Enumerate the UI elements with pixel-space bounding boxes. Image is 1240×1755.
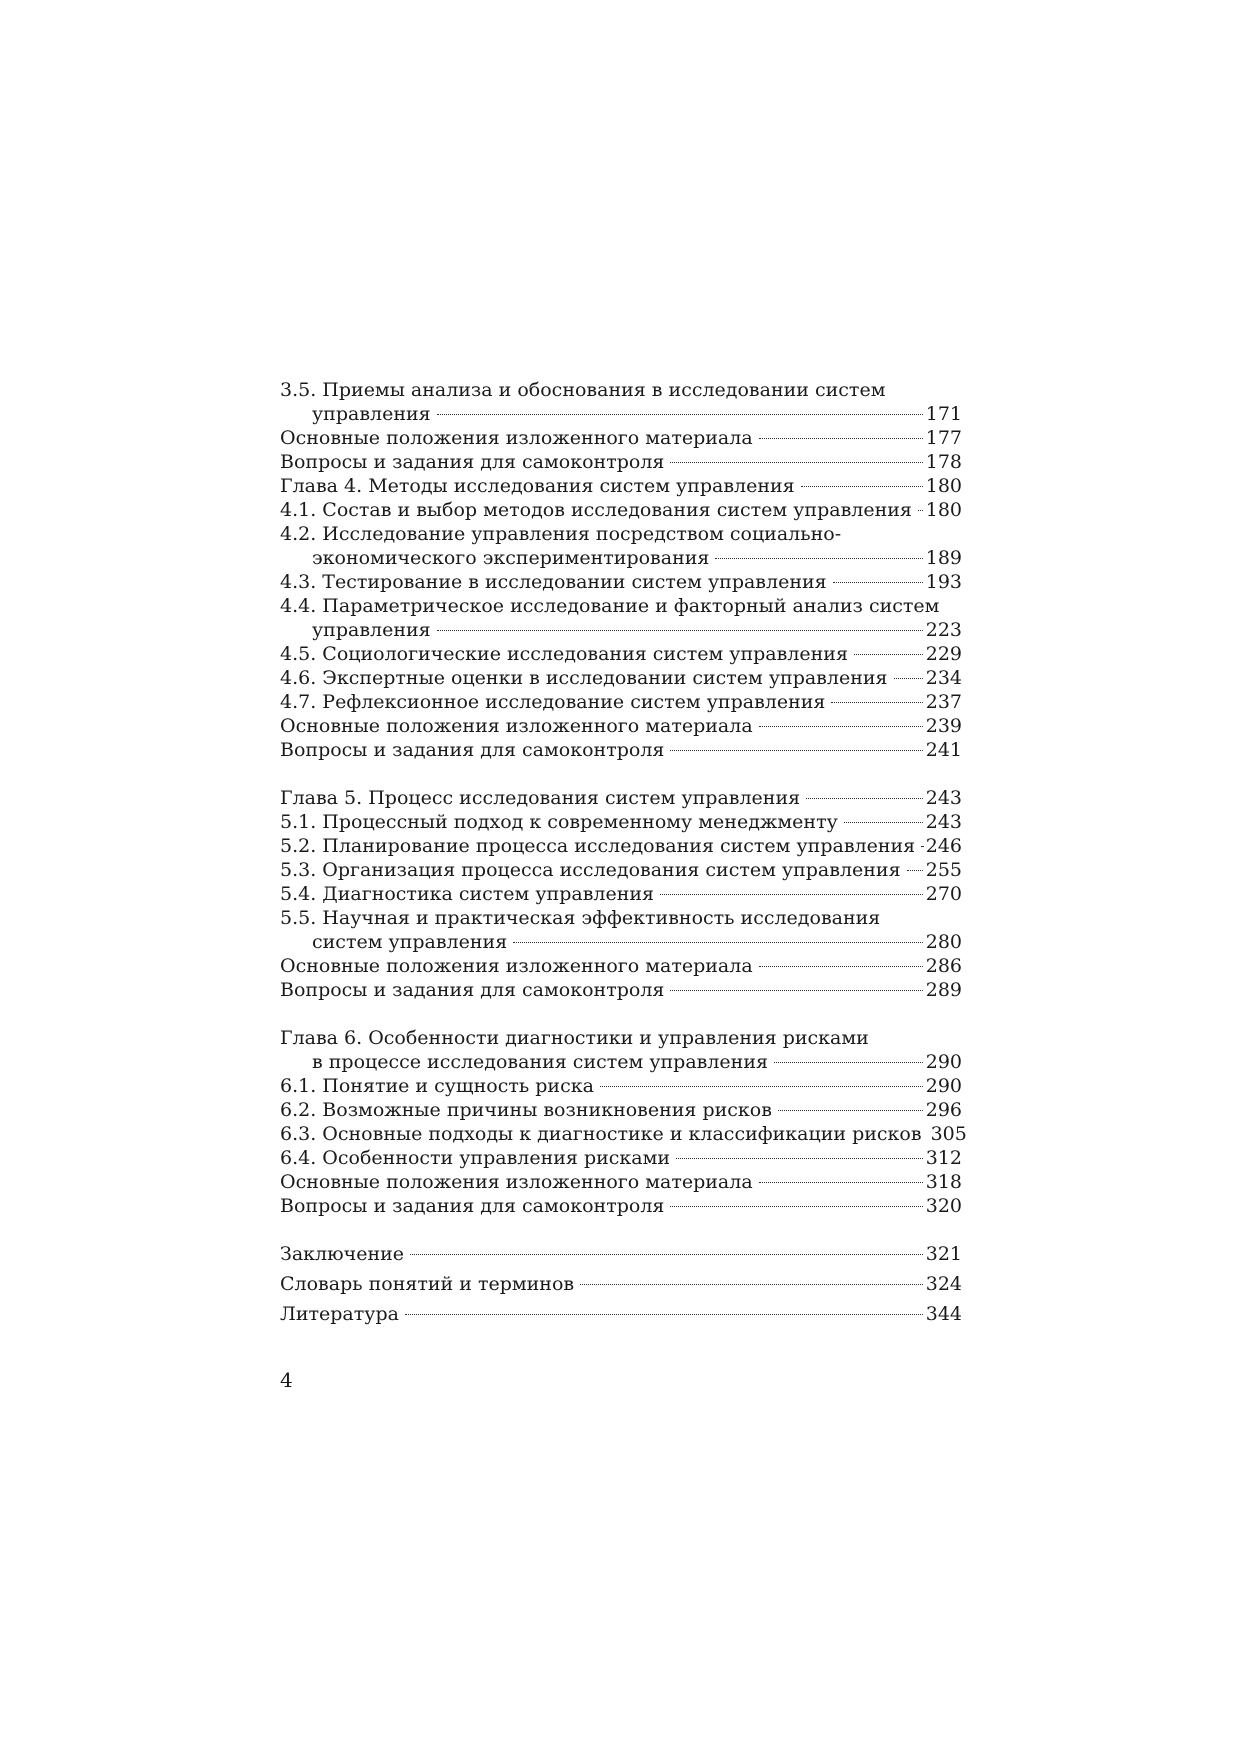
toc-entry[interactable]: [280, 690, 962, 714]
toc-entry[interactable]: [280, 882, 962, 906]
dot-leader: [894, 678, 923, 679]
toc-entry-title: Литература: [280, 1303, 399, 1325]
dot-leader: [715, 558, 922, 559]
toc-entry-title: Основные положения изложенного материала: [280, 1171, 753, 1193]
toc-entry[interactable]: [280, 450, 962, 474]
dot-leader: [778, 1110, 923, 1111]
dot-leader: [833, 582, 923, 583]
toc-entry-title: 5.3. Организация процесса исследования систем управления: [280, 859, 901, 881]
toc-entry[interactable]: [280, 786, 962, 810]
toc-entry-title: 5.1. Процессный подход к современному менеджменту: [280, 811, 838, 833]
toc-entry-title: Глава 5. Процесс исследования систем управления: [280, 787, 801, 809]
toc-entry-title: 4.1. Состав и выбор методов исследования систем управления: [280, 499, 912, 521]
toc-entry-title: Словарь понятий и терминов: [280, 1273, 575, 1295]
toc-group: [280, 1242, 962, 1326]
dot-leader: [759, 1182, 923, 1183]
dot-leader: [844, 822, 923, 823]
toc-entry[interactable]: [280, 1194, 962, 1218]
toc-entry-title: Глава 4. Методы исследования систем управления: [280, 475, 795, 497]
toc-entry[interactable]: [280, 714, 962, 738]
toc-entry[interactable]: [280, 1170, 962, 1194]
dot-leader: [759, 726, 923, 727]
toc-entry-page: 171: [925, 403, 962, 425]
toc-entry[interactable]: [280, 978, 962, 1002]
dot-leader: [437, 630, 923, 631]
toc-entry[interactable]: [280, 666, 962, 690]
dot-leader: [410, 1254, 923, 1255]
toc-entry-title: 6.3. Основные подходы к диагностике и классификации рисков: [280, 1123, 922, 1145]
toc-entry-page: 255: [925, 859, 962, 881]
toc-entry-page: 321: [925, 1243, 962, 1265]
dot-leader: [918, 510, 923, 511]
toc-entry[interactable]: [280, 1026, 962, 1074]
toc-entry-title: Вопросы и задания для самоконтроля: [280, 739, 665, 761]
toc-entry-page: 324: [925, 1273, 962, 1295]
toc-entry-page: 223: [925, 619, 962, 641]
toc-entry-title: 6.4. Особенности управления рисками: [280, 1147, 671, 1169]
toc-entry-page: 318: [925, 1171, 962, 1193]
toc-entry-title: Основные положения изложенного материала: [280, 427, 753, 449]
toc-entry-title: систем управления: [312, 931, 508, 953]
dot-leader: [670, 990, 922, 991]
toc-entry-title: 4.3. Тестирование в исследовании систем управления: [280, 571, 827, 593]
toc-entry-title: 4.5. Социологические исследования систем управления: [280, 643, 848, 665]
toc-entry[interactable]: [280, 1122, 967, 1146]
toc-entry-page: 193: [925, 571, 962, 593]
toc-entry-page: 290: [925, 1051, 962, 1073]
dot-leader: [670, 750, 922, 751]
dot-leader: [921, 846, 923, 847]
toc-entry-page: 237: [925, 691, 962, 713]
dot-leader: [670, 462, 922, 463]
toc-entry-title: Вопросы и задания для самоконтроля: [280, 979, 665, 1001]
toc-entry[interactable]: [280, 522, 962, 570]
toc-entry-title: 4.6. Экспертные оценки в исследовании систем управления: [280, 667, 888, 689]
dot-leader: [806, 798, 923, 799]
toc-entry[interactable]: [280, 642, 962, 666]
dot-leader: [831, 702, 922, 703]
dot-leader: [774, 1062, 923, 1063]
dot-leader: [801, 486, 923, 487]
toc-entry-title: экономического экспериментирования: [312, 547, 710, 569]
toc-entry-page: 286: [925, 955, 962, 977]
toc-entry-title: управления: [312, 403, 431, 425]
toc-entry-page: 239: [925, 715, 962, 737]
toc-entry[interactable]: [280, 810, 962, 834]
toc-entry-title-line: 4.2. Исследование управления посредством социально-: [280, 523, 842, 545]
toc-entry-title: 5.2. Планирование процесса исследования систем управления: [280, 835, 916, 857]
dot-leader: [670, 1206, 922, 1207]
dot-leader: [660, 894, 923, 895]
toc-entry-title: 6.1. Понятие и сущность риска: [280, 1075, 594, 1097]
toc-entry-title: управления: [312, 619, 431, 641]
dot-leader: [854, 654, 923, 655]
table-of-contents: [280, 378, 967, 1332]
toc-entry-page: 312: [925, 1147, 962, 1169]
toc-entry[interactable]: [280, 954, 962, 978]
toc-entry-page: 289: [925, 979, 962, 1001]
toc-entry[interactable]: [280, 474, 962, 498]
toc-entry-page: 290: [925, 1075, 962, 1097]
toc-entry[interactable]: [280, 378, 962, 426]
toc-entry-title: Основные положения изложенного материала: [280, 955, 753, 977]
toc-entry-title: Вопросы и задания для самоконтроля: [280, 451, 665, 473]
toc-entry-page: 344: [925, 1303, 962, 1325]
toc-entry-page: 243: [925, 787, 962, 809]
toc-entry[interactable]: [280, 834, 962, 858]
dot-leader: [437, 414, 923, 415]
toc-entry[interactable]: [280, 498, 962, 522]
dot-leader: [405, 1314, 923, 1315]
toc-entry-title: в процессе исследования систем управления: [312, 1051, 768, 1073]
toc-entry-page: 243: [925, 811, 962, 833]
toc-entry-title: 5.4. Диагностика систем управления: [280, 883, 655, 905]
toc-entry-title: 4.7. Рефлексионное исследование систем управления: [280, 691, 826, 713]
toc-entry-page: 241: [925, 739, 962, 761]
page-number: 4: [280, 1368, 293, 1392]
dot-leader: [759, 966, 923, 967]
toc-entry-title: Основные положения изложенного материала: [280, 715, 753, 737]
toc-entry-title: Вопросы и задания для самоконтроля: [280, 1195, 665, 1217]
toc-entry-page: 234: [925, 667, 962, 689]
toc-entry-page: 296: [925, 1099, 962, 1121]
toc-entry-title: 6.2. Возможные причины возникновения рисков: [280, 1099, 772, 1121]
toc-entry-page: 305: [930, 1123, 967, 1145]
toc-entry-page: 177: [925, 427, 962, 449]
toc-entry-title-line: 4.4. Параметрическое исследование и факторный анализ систем: [280, 595, 940, 617]
dot-leader: [759, 438, 923, 439]
toc-entry-page: 178: [925, 451, 962, 473]
dot-leader: [676, 1158, 923, 1159]
toc-entry[interactable]: [280, 426, 962, 450]
toc-entry-page: 320: [925, 1195, 962, 1217]
toc-entry[interactable]: [280, 1302, 962, 1326]
toc-group: [280, 786, 962, 1002]
toc-entry-page: 270: [925, 883, 962, 905]
toc-entry-page: 180: [925, 499, 962, 521]
toc-entry-page: 246: [925, 835, 962, 857]
toc-group: [280, 1026, 967, 1218]
toc-entry-page: 189: [925, 547, 962, 569]
dot-leader: [580, 1284, 923, 1285]
toc-entry[interactable]: [280, 594, 962, 642]
toc-group: [280, 378, 962, 762]
dot-leader: [907, 870, 923, 871]
dot-leader: [600, 1086, 923, 1087]
dot-leader: [513, 942, 923, 943]
toc-entry[interactable]: [280, 1242, 962, 1266]
toc-entry[interactable]: [280, 570, 962, 594]
toc-entry[interactable]: [280, 1074, 962, 1098]
toc-entry-title-line: 3.5. Приемы анализа и обоснования в исследовании систем: [280, 379, 886, 401]
toc-entry-title-line: 5.5. Научная и практическая эффективность исследования: [280, 907, 881, 929]
toc-entry[interactable]: [280, 1146, 962, 1170]
toc-entry-page: 280: [925, 931, 962, 953]
toc-entry[interactable]: [280, 1272, 962, 1296]
toc-entry-page: 180: [925, 475, 962, 497]
toc-entry-title-line: Глава 6. Особенности диагностики и управления рисками: [280, 1027, 869, 1049]
toc-entry[interactable]: [280, 738, 962, 762]
toc-entry[interactable]: [280, 858, 962, 882]
toc-entry-page: 229: [925, 643, 962, 665]
toc-entry-title: Заключение: [280, 1243, 405, 1265]
toc-entry[interactable]: [280, 906, 962, 954]
toc-entry[interactable]: [280, 1098, 962, 1122]
